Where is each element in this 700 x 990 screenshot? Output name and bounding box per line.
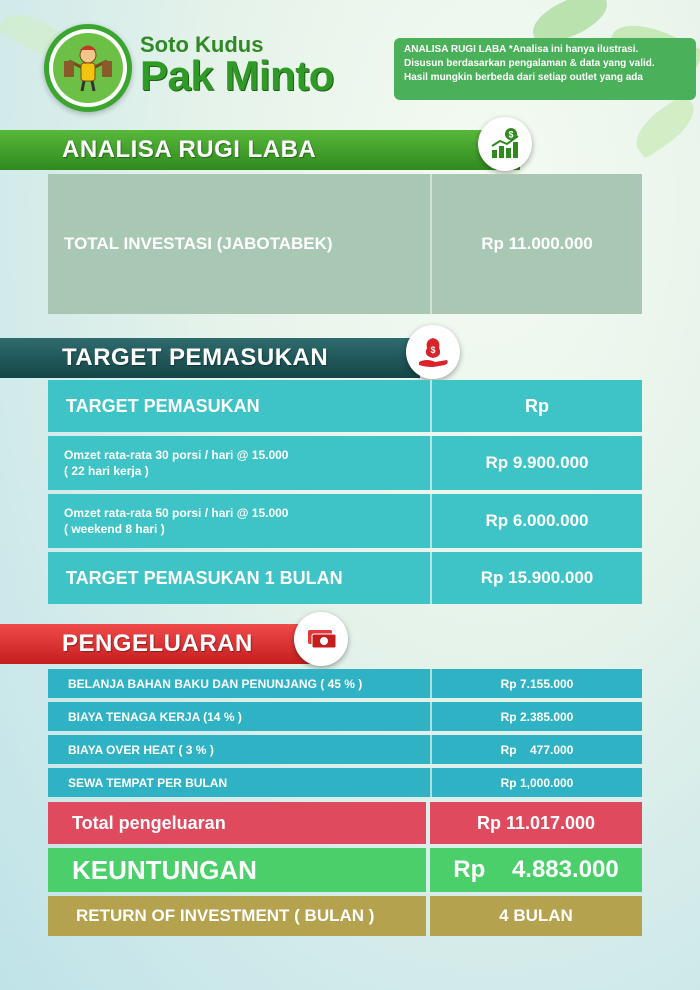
expense-value: Rp 1,000.000	[430, 768, 642, 797]
brand-subtitle: Soto Kudus	[140, 32, 264, 57]
income-total-value: Rp 15.900.000	[430, 552, 642, 604]
table-row	[48, 552, 642, 604]
table-row	[48, 380, 642, 432]
brand-logo	[44, 24, 132, 112]
income-description	[48, 494, 430, 548]
table-header-value: Rp	[430, 380, 642, 432]
svg-text:$: $	[508, 129, 514, 140]
disclaimer-line: ANALISA RUGI LABA *Analisa ini hanya ilustrasi.	[404, 44, 639, 55]
table-row	[48, 436, 642, 490]
money-hand-icon	[406, 325, 460, 379]
investment-row	[48, 174, 642, 314]
expense-label: SEWA TEMPAT PER BULAN	[68, 775, 228, 790]
section-title: ANALISA RUGI LABA	[62, 136, 317, 163]
profit-row	[48, 848, 642, 892]
section-banner-target	[0, 338, 420, 378]
cash-icon	[294, 612, 348, 666]
income-description	[48, 436, 430, 490]
decor-leaf	[627, 93, 700, 159]
table-row	[48, 735, 642, 764]
profit-label: KEUNTUNGAN	[48, 848, 426, 892]
roi-label: RETURN OF INVESTMENT ( BULAN )	[48, 896, 426, 936]
roi-row	[48, 896, 642, 936]
expense-label: BIAYA OVER HEAT ( 3 % )	[68, 742, 214, 757]
income-description-line: Omzet rata-rata 30 porsi / hari @ 15.000	[64, 448, 289, 462]
income-total-label: TARGET PEMASUKAN 1 BULAN	[66, 567, 343, 588]
income-description-line: ( weekend 8 hari )	[64, 522, 165, 536]
section-title: TARGET PEMASUKAN	[62, 344, 329, 371]
svg-text:$: $	[430, 345, 436, 355]
expense-total-value: Rp 11.017.000	[430, 802, 642, 844]
income-description-line: ( 22 hari kerja )	[64, 464, 149, 478]
disclaimer-line: Disusun berdasarkan pengalaman & data yang valid.	[404, 58, 655, 69]
expense-total-label: Total pengeluaran	[48, 802, 426, 844]
profit-value: Rp 4.883.000	[430, 848, 642, 892]
chef-mascot-icon	[53, 33, 123, 103]
roi-value: 4 BULAN	[430, 896, 642, 936]
disclaimer-box	[394, 38, 696, 100]
table-row	[48, 669, 642, 698]
section-banner-pengeluaran	[0, 624, 320, 664]
table-header-label: TARGET PEMASUKAN	[66, 395, 260, 416]
disclaimer-line: Hasil mungkin berbeda dari setiap outlet yang ada	[404, 72, 643, 83]
expense-value: Rp 477.000	[430, 735, 642, 764]
section-title: PENGELUARAN	[62, 630, 253, 657]
expense-value: Rp 7.155.000	[430, 669, 642, 698]
table-row	[48, 494, 642, 548]
expense-label: BIAYA TENAGA KERJA (14 % )	[68, 709, 242, 724]
growth-chart-icon	[478, 117, 532, 171]
table-row	[48, 702, 642, 731]
brand-title: Pak Minto	[140, 52, 334, 99]
investment-value: Rp 11.000.000	[430, 174, 642, 314]
section-banner-analisa	[0, 130, 520, 170]
table-row	[48, 768, 642, 797]
investment-label: TOTAL INVESTASI (JABOTABEK)	[64, 234, 333, 253]
expense-total-row	[48, 802, 642, 844]
income-description-line: Omzet rata-rata 50 porsi / hari @ 15.000	[64, 506, 289, 520]
expense-value: Rp 2.385.000	[430, 702, 642, 731]
expense-label: BELANJA BAHAN BAKU DAN PENUNJANG ( 45 % )	[68, 676, 363, 691]
income-value: Rp 6.000.000	[430, 494, 642, 548]
income-value: Rp 9.900.000	[430, 436, 642, 490]
